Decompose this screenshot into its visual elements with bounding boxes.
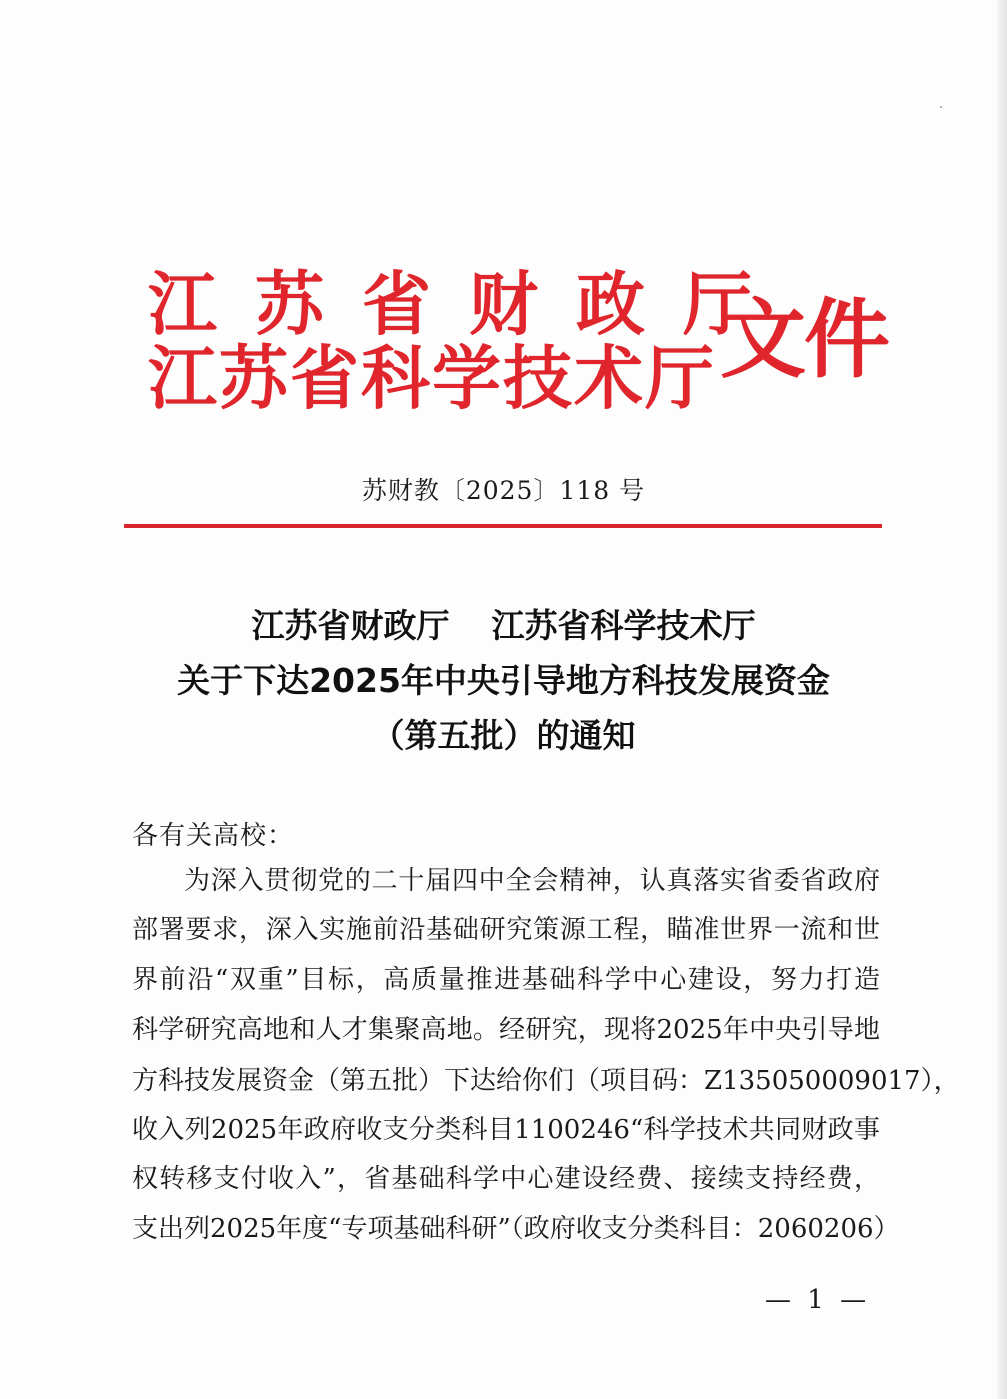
title-issuer-science: 江苏省科学技术厅 [491,606,756,645]
red-header [148,262,888,422]
title-line-3: （第五批）的通知 [371,716,636,755]
body-line: 部署要求，深入实施前沿基础研究策源工程，瞄准世界一流和世 [132,915,880,945]
document-number: 苏财教〔2025〕118 号 [361,476,646,505]
issuer-line-science: 江苏省科学技术厅 [148,339,716,419]
scan-speck [940,106,942,108]
red-separator-line [124,524,882,528]
title-issuer-finance: 江苏省财政厅 [251,606,450,645]
body-line: 权转移支付收入”，省基础科学中心建设经费、接续支持经费， [132,1164,880,1194]
page-number: — 1 — [765,1285,871,1315]
title-line-1 [0,598,1007,653]
body-line: 为深入贯彻党的二十届四中全会精神，认真落实省委省政府 [184,866,880,896]
body-line: 支出列2025年度“专项基础科研”（政府收支分类科目：2060206） [132,1214,900,1244]
issuer-line-finance: 江苏省财政厅 [148,265,790,345]
body-line: 界前沿“双重”目标，高质量推进基础科学中心建设，努力打造 [132,965,880,995]
body-line: 收入列2025年政府收支分类科目1100246“科学技术共同财政事 [132,1115,880,1145]
notice-title [0,598,1007,763]
body-line: 科学研究高地和人才集聚高地。经研究，现将2025年中央引导地 [132,1015,880,1045]
title-line-2: 关于下达2025年中央引导地方科技发展资金 [177,661,830,700]
salutation: 各有关高校： [132,821,295,851]
body-line: 方科技发展资金（第五批）下达给你们（项目码：Z135050009017）， [132,1066,960,1096]
document-word: 文件 [720,290,888,390]
